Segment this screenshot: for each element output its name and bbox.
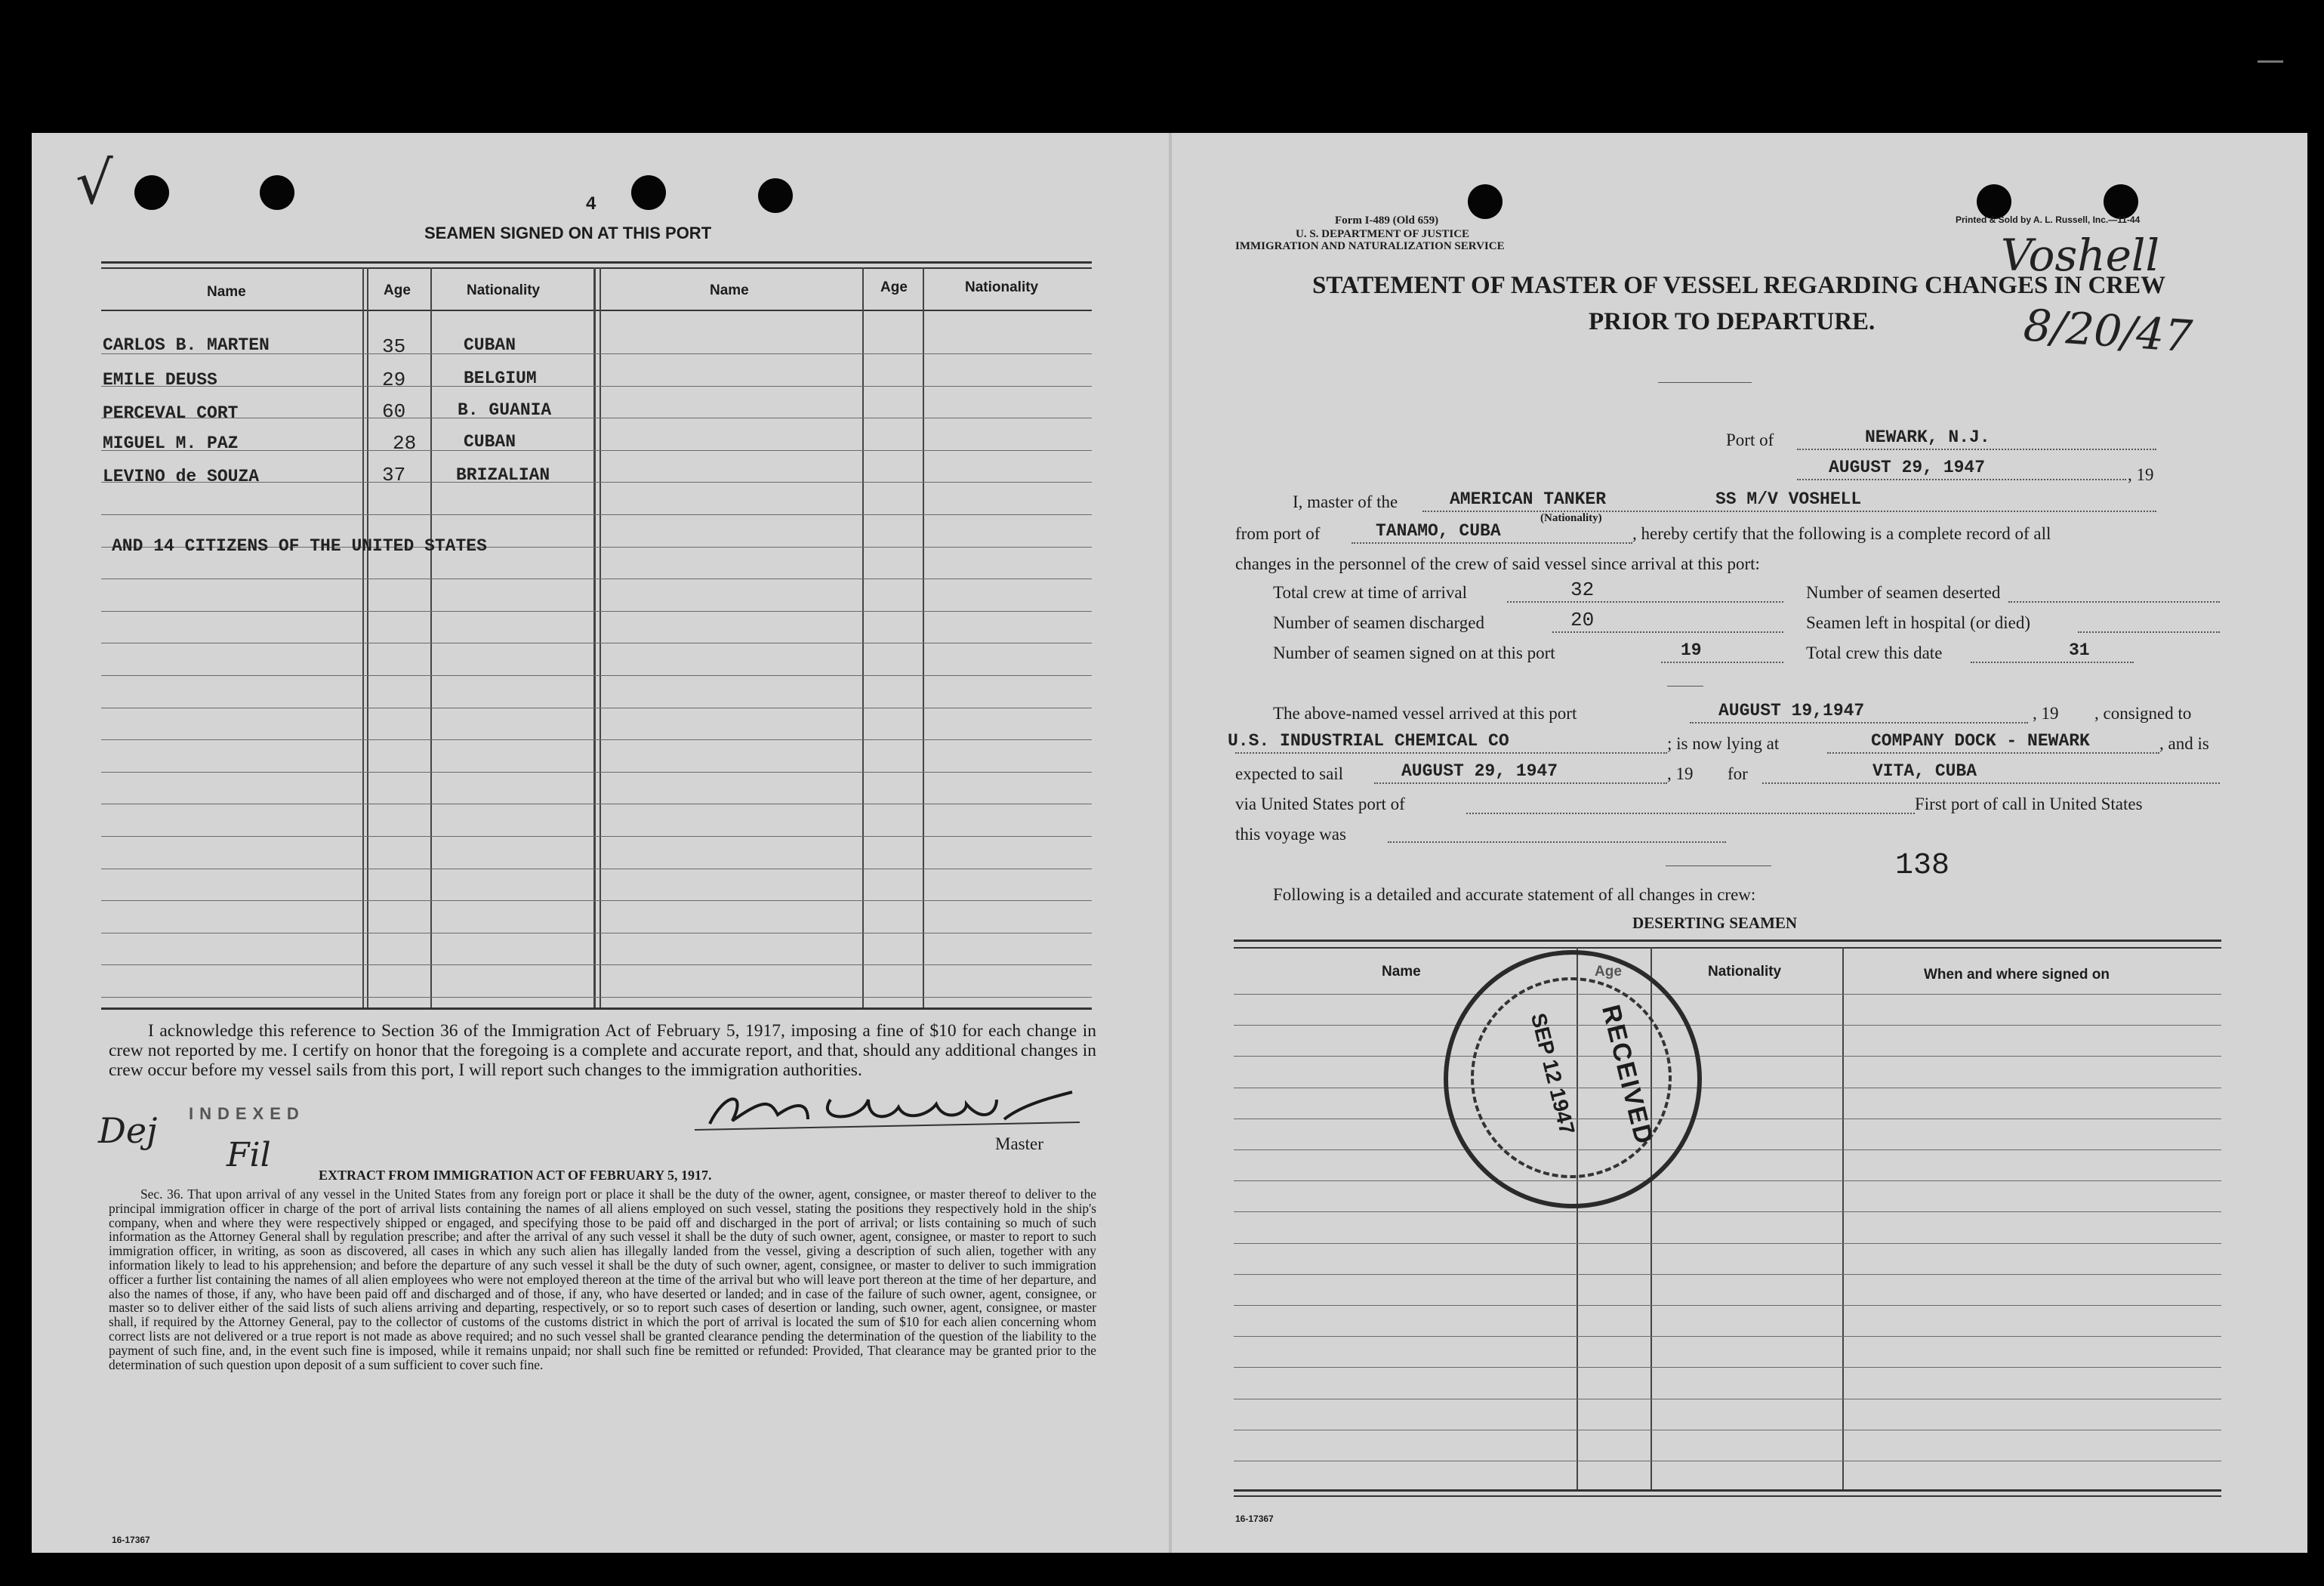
clerk-initials: Dej <box>98 1110 158 1151</box>
table-top-rule <box>1234 947 2221 949</box>
seaman-nationality: BRIZALIAN <box>456 465 550 485</box>
date-value: AUGUST 29, 1947 <box>1829 458 1986 477</box>
first-port-label: First port of call in United States <box>1915 795 2143 813</box>
via-field-line <box>1466 813 1915 814</box>
date-field-line <box>1797 479 2126 480</box>
certify-text: , hereby certify that the following is a complete record of all <box>1632 524 2051 543</box>
col-header-name: Name <box>207 284 246 300</box>
row-rule <box>1234 1025 2221 1026</box>
col-header-nationality: Nationality <box>467 282 541 298</box>
discharged-value: 20 <box>1570 609 1595 631</box>
col-header-nationality: Nationality <box>1708 964 1782 980</box>
page-count: 138 <box>1895 849 1950 883</box>
row-rule <box>101 450 1092 451</box>
seaman-age: 28 <box>393 432 417 455</box>
form-code: 16-17367 <box>1235 1513 1274 1524</box>
check-mark: √ <box>76 150 113 218</box>
table-top-rule <box>1234 940 2221 942</box>
col-header-nationality: Nationality <box>965 279 1039 295</box>
col-header-name: Name <box>1382 964 1421 980</box>
nationality-caption: (Nationality) <box>1540 512 1602 524</box>
deserted-label: Number of seamen deserted <box>1806 583 2001 602</box>
seaman-age: 29 <box>382 369 406 391</box>
received-stamp-text: RECEIVED <box>1596 1001 1659 1149</box>
row-rule <box>1234 1243 2221 1244</box>
port-label: Port of <box>1726 430 1774 449</box>
printer-note: Printed & Sold by A. L. Russell, Inc.—11-44 <box>1956 214 2141 225</box>
deserting-title: DESERTING SEAMEN <box>1632 914 1798 932</box>
received-stamp <box>1444 950 1702 1208</box>
row-rule <box>1234 1149 2221 1150</box>
col-header-signed-on: When and where signed on <box>1924 967 2110 983</box>
table-bottom-rule <box>1234 1489 2221 1492</box>
citizens-note: AND 14 CITIZENS OF THE UNITED STATES <box>112 536 487 556</box>
voyage-field-line <box>1388 841 1726 843</box>
row-rule <box>101 514 1092 515</box>
total-crew-date-label: Total crew this date <box>1806 643 1943 662</box>
from-port-label: from port of <box>1235 524 1321 543</box>
changes-text: changes in the personnel of the crew of said vessel since arrival at this port: <box>1235 554 1760 573</box>
page-number: 4 <box>586 193 596 214</box>
form-title-line2: PRIOR TO DEPARTURE. <box>1589 308 1876 335</box>
service: IMMIGRATION AND NATURALIZATION SERVICE <box>1235 240 1505 252</box>
seaman-age: 60 <box>382 400 406 423</box>
col-divider <box>430 267 432 1007</box>
col-divider <box>367 267 368 1007</box>
seaman-nationality: B. GUANIA <box>458 400 552 420</box>
port-value: NEWARK, N.J. <box>1865 427 1990 447</box>
row-rule <box>1234 1180 2221 1181</box>
form-code: 16-17367 <box>112 1535 150 1545</box>
expected-label: expected to sail <box>1235 764 1344 783</box>
master-of-label: I, master of the <box>1293 492 1398 511</box>
row-rule <box>1234 1056 2221 1057</box>
stamp-date: SEP 12 1947 <box>1526 1011 1580 1137</box>
row-rule <box>1234 994 2221 995</box>
table-bottom-rule <box>101 1007 1092 1010</box>
following-text: Following is a detailed and accurate statement of all changes in crew: <box>1273 885 1756 904</box>
row-rule <box>101 772 1092 773</box>
handwritten-date: 8/20/47 <box>2021 299 2194 363</box>
col-divider <box>599 267 601 1007</box>
form-title-line1: STATEMENT OF MASTER OF VESSEL REGARDING CHANGES IN CREW <box>1312 272 2166 299</box>
col-divider <box>1842 947 1844 1489</box>
expected-year: , 19 <box>1667 764 1694 783</box>
master-signature-graphic <box>680 1077 1102 1137</box>
voyage-label: this voyage was <box>1235 825 1346 844</box>
for-field-line <box>1762 782 2220 784</box>
indexed-stamp: INDEXED <box>189 1104 305 1123</box>
row-rule <box>101 900 1092 901</box>
file-mark: Fil <box>227 1136 271 1174</box>
acknowledgement-text: I acknowledge this reference to Section 36 of the Immigration Act of February 5, 1917, imposing a fine of $10 for each change in crew not reported by me. I certify on honor that the foregoing is a complete and accurate report, and that, should any additional changes in crew occur before my vessel sails from this port, I will report such changes to the immigration authorities. <box>109 1021 1096 1080</box>
from-port-field-line <box>1352 542 1632 544</box>
title-rule <box>1658 382 1752 383</box>
from-port-value: TANAMO, CUBA <box>1376 521 1501 541</box>
discharged-label: Number of seamen discharged <box>1273 613 1484 632</box>
arrived-year: , 19 <box>2033 704 2059 723</box>
arrived-field-line <box>1690 722 2028 724</box>
punch-hole <box>1468 184 1503 219</box>
consignee-field-line <box>1235 752 1667 754</box>
total-crew-date: 31 <box>2069 640 2090 660</box>
handwritten-vessel-name: Voshell <box>2001 230 2160 281</box>
col-header-age: Age <box>880 279 908 295</box>
row-rule <box>101 739 1092 740</box>
signed-on-label: Number of seamen signed on at this port <box>1273 643 1555 662</box>
count-field-line <box>1507 601 1783 603</box>
count-field-line <box>1971 662 2134 663</box>
punch-hole <box>260 175 294 210</box>
via-label: via United States port of <box>1235 795 1405 813</box>
count-field-line <box>2078 631 2220 633</box>
arrived-value: AUGUST 19,1947 <box>1718 701 1865 720</box>
row-rule <box>101 997 1092 998</box>
and-is-label: , and is <box>2159 734 2209 753</box>
row-rule <box>1234 1336 2221 1337</box>
arrived-label: The above-named vessel arrived at this port <box>1273 704 1577 723</box>
seaman-nationality: CUBAN <box>464 335 516 355</box>
total-crew-arrival: 32 <box>1570 579 1595 601</box>
vessel-value: SS M/V VOSHELL <box>1715 489 1862 509</box>
master-of-field-line <box>1422 511 2156 512</box>
date-year-suffix: , 19 <box>2128 465 2154 484</box>
punch-hole <box>134 175 169 210</box>
table-header-rule <box>101 310 1092 311</box>
lying-value: COMPANY DOCK - NEWARK <box>1871 731 2090 751</box>
seaman-name: LEVINO de SOUZA <box>103 467 260 486</box>
seaman-name: EMILE DEUSS <box>103 370 217 390</box>
signed-on-value: 19 <box>1681 640 1702 660</box>
lying-field-line <box>1827 752 2159 754</box>
row-rule <box>1234 1305 2221 1306</box>
col-divider <box>593 267 596 1007</box>
for-value: VITA, CUBA <box>1872 761 1977 781</box>
for-label: for <box>1728 764 1748 783</box>
total-crew-arrival-label: Total crew at time of arrival <box>1273 583 1468 602</box>
row-rule <box>1234 1274 2221 1275</box>
row-rule <box>101 836 1092 837</box>
row-rule <box>1234 1367 2221 1368</box>
seaman-nationality: CUBAN <box>464 432 516 452</box>
seaman-nationality: BELGIUM <box>464 369 537 388</box>
port-field-line <box>1797 449 2156 450</box>
section-title: SEAMEN SIGNED ON AT THIS PORT <box>424 224 712 242</box>
expected-value: AUGUST 29, 1947 <box>1401 761 1558 781</box>
punch-hole <box>631 175 666 210</box>
consignee-value: U.S. INDUSTRIAL CHEMICAL CO <box>1228 731 1509 751</box>
master-label: Master <box>995 1134 1043 1153</box>
col-header-age: Age <box>1595 964 1622 980</box>
expected-field-line <box>1374 782 1667 784</box>
row-rule <box>101 386 1092 387</box>
short-rule <box>1667 686 1703 687</box>
col-divider <box>862 267 864 1007</box>
row-rule <box>101 611 1092 612</box>
col-divider <box>923 267 924 1007</box>
nationality-value: AMERICAN TANKER <box>1450 489 1607 509</box>
seaman-age: 35 <box>382 335 406 358</box>
punch-hole <box>758 178 793 213</box>
lying-label: ; is now lying at <box>1667 734 1780 753</box>
corner-mark <box>2258 60 2283 63</box>
extract-title: EXTRACT FROM IMMIGRATION ACT OF FEBRUARY 5, 1917. <box>319 1168 712 1183</box>
row-rule <box>1234 1211 2221 1212</box>
seaman-age: 37 <box>382 464 406 486</box>
col-header-age: Age <box>384 282 411 298</box>
col-header-name: Name <box>710 282 749 298</box>
consigned-label: , consigned to <box>2094 704 2192 723</box>
form-id: Form I-489 (Old 659) <box>1335 214 1439 227</box>
count-field-line <box>1661 662 1783 663</box>
seaman-name: PERCEVAL CORT <box>103 403 239 423</box>
row-rule <box>101 964 1092 965</box>
seaman-name: CARLOS B. MARTEN <box>103 335 270 355</box>
col-divider <box>362 267 364 1007</box>
table-top-rule <box>101 267 1092 269</box>
table-top-rule <box>101 261 1092 264</box>
count-field-line <box>1552 631 1783 633</box>
department: U. S. DEPARTMENT OF JUSTICE <box>1296 228 1470 240</box>
count-field-line <box>2008 601 2220 603</box>
hospital-label: Seamen left in hospital (or died) <box>1806 613 2031 632</box>
seaman-name: MIGUEL M. PAZ <box>103 434 239 453</box>
row-rule <box>101 675 1092 676</box>
extract-text: Sec. 36. That upon arrival of any vessel in the United States from any foreign port or place it shall be the duty of the owner, agent, consignee, or master thereof to deliver to the principal immigration officer in charge of the port of arrival lists containing the names of all aliens employed on such vessel, stating the positions they respectively hold in the ship's company, when and where they were respectively shipped or engaged, and specifying those to be paid off and discharged in the port of arrival; or lists containing so much of such information as the Attorney General shall by regulation prescribe; and after the arrival of any such vessel it shall be the duty of such owner, agent, consignee, or master to report to such immigration officer, in writing, as soon as discovered, all cases in which any such alien has illegally landed from the vessel, giving a description of such alien, together with any information likely to lead to his apprehension; and before the departure of any such vessel it shall be the duty of such owner, agent, consignee, or master to deliver to such immigration officer a further list containing the names of all alien employees who were not employed thereon at the time of the arrival but who will leave port thereon at the time of her departure, and also the names of those, if any, who have been paid off and discharged and of those, if any, who have deserted or landed; and in case of the failure of such owner, agent, consignee, or master so to deliver either of the said lists of such aliens arriving and departing, respectively, or so to report such cases of desertion or landing, such owner, agent, consignee, or master shall, if required by the Attorney General, pay to the collector of customs of the customs district in which the port of arrival is located the sum of $10 for each alien concerning whom correct lists are not delivered or a true report is not made as above required; and no such vessel shall be granted clearance pending the determination of the question of the liability to the payment of such fine, and, in the event such fine is imposed, while it remains unpaid; nor shall such fine be remitted or refunded: Provided, That clearance may be granted prior to the determination of such question upon deposit of a sum sufficient to cover such fine. <box>109 1186 1096 1372</box>
table-bottom-rule <box>1234 1495 2221 1497</box>
